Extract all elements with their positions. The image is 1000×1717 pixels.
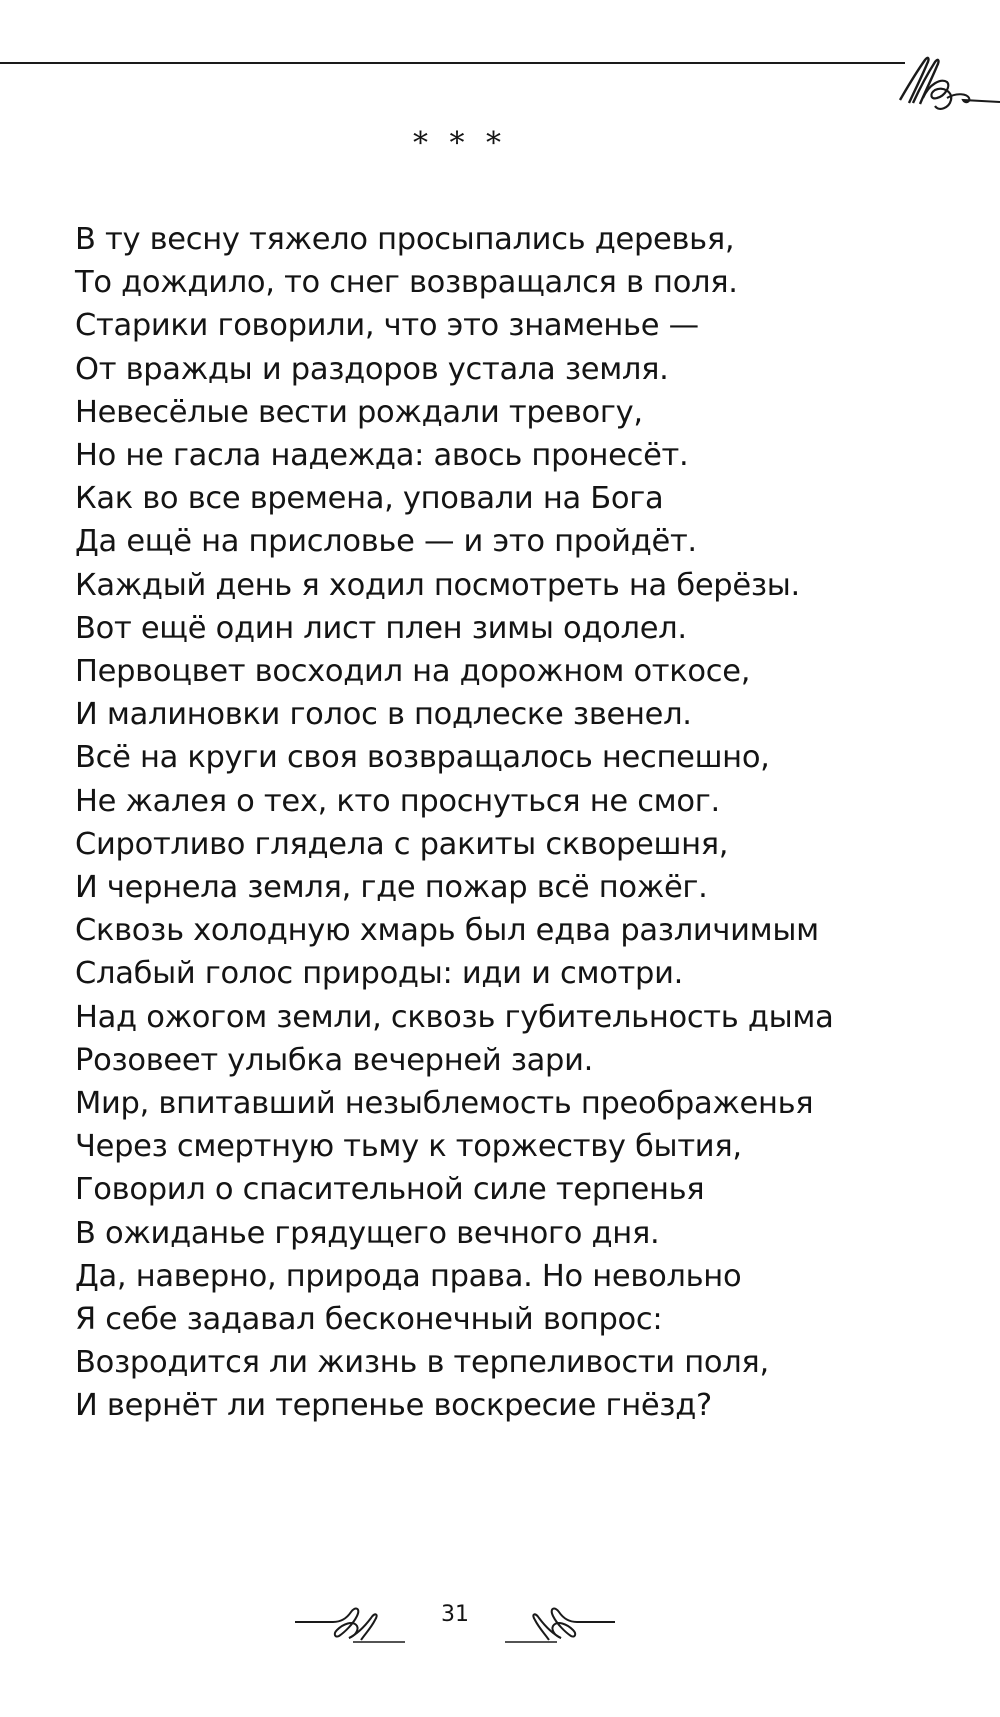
- poem-line: Да ещё на присловье — и это пройдёт.: [75, 524, 697, 560]
- poem-line: Не жалея о тех, кто проснуться не смог.: [75, 783, 720, 819]
- poem-line: Сиротливо глядела с ракиты скворешня,: [75, 826, 729, 862]
- page-footer: [0, 1600, 1000, 1680]
- poem-text: [75, 218, 975, 1428]
- poem-line: Через смертную тьму к торжеству бытия,: [75, 1129, 742, 1165]
- poem-line: Я себе задавал бесконечный вопрос:: [75, 1302, 663, 1338]
- flourish-ornament-icon: [895, 48, 1000, 118]
- footer-flourish-left-icon: [295, 1600, 405, 1650]
- header-rule: [0, 62, 905, 64]
- poem-line: Розовеет улыбка вечерней зари.: [75, 1042, 594, 1078]
- poem-line: От вражды и раздоров устала земля.: [75, 351, 669, 387]
- poem-line: Вот ещё один лист плен зимы одолел.: [75, 610, 687, 646]
- poem-line: Но не гасла надежда: авось пронесёт.: [75, 438, 689, 474]
- poem-line: И чернела земля, где пожар всё пожёг.: [75, 870, 708, 906]
- poem-line: Возродится ли жизнь в терпеливости поля,: [75, 1345, 769, 1381]
- poem-line: Невесёлые вести рождали тревогу,: [75, 394, 643, 430]
- poem-line: Говорил о спасительной силе терпенья: [75, 1172, 705, 1208]
- poem-line: Как во все времена, уповали на Бога: [75, 481, 664, 517]
- poem-line: Да, наверно, природа права. Но невольно: [75, 1258, 742, 1294]
- footer-flourish-right-icon: [505, 1600, 615, 1650]
- poem-line: И малиновки голос в подлеске звенел.: [75, 697, 692, 733]
- page-number: 31: [441, 1602, 469, 1627]
- poem-line: Над ожогом земли, сквозь губительность дыма: [75, 999, 834, 1035]
- poem-line: И вернёт ли терпенье воскресие гнёзд?: [75, 1388, 712, 1424]
- poem-line: Всё на круги своя возвращалось неспешно,: [75, 740, 770, 776]
- poem-line: Мир, впитавший незыблемость преображенья: [75, 1086, 814, 1122]
- poem-line: В ожиданье грядущего вечного дня.: [75, 1215, 660, 1251]
- poem-line: Слабый голос природы: иди и смотри.: [75, 956, 684, 992]
- poem-line: Сквозь холодную хмарь был едва различимым: [75, 913, 819, 949]
- section-separator: * * *: [412, 126, 508, 161]
- poem-line: Каждый день я ходил посмотреть на берёзы.: [75, 567, 800, 603]
- poem-line: Старики говорили, что это знаменье —: [75, 308, 699, 344]
- poem-line: Первоцвет восходил на дорожном откосе,: [75, 654, 751, 690]
- poem-line: В ту весну тяжело просыпались деревья,: [75, 222, 735, 257]
- poem-line: То дождило, то снег возвращался в поля.: [75, 265, 738, 301]
